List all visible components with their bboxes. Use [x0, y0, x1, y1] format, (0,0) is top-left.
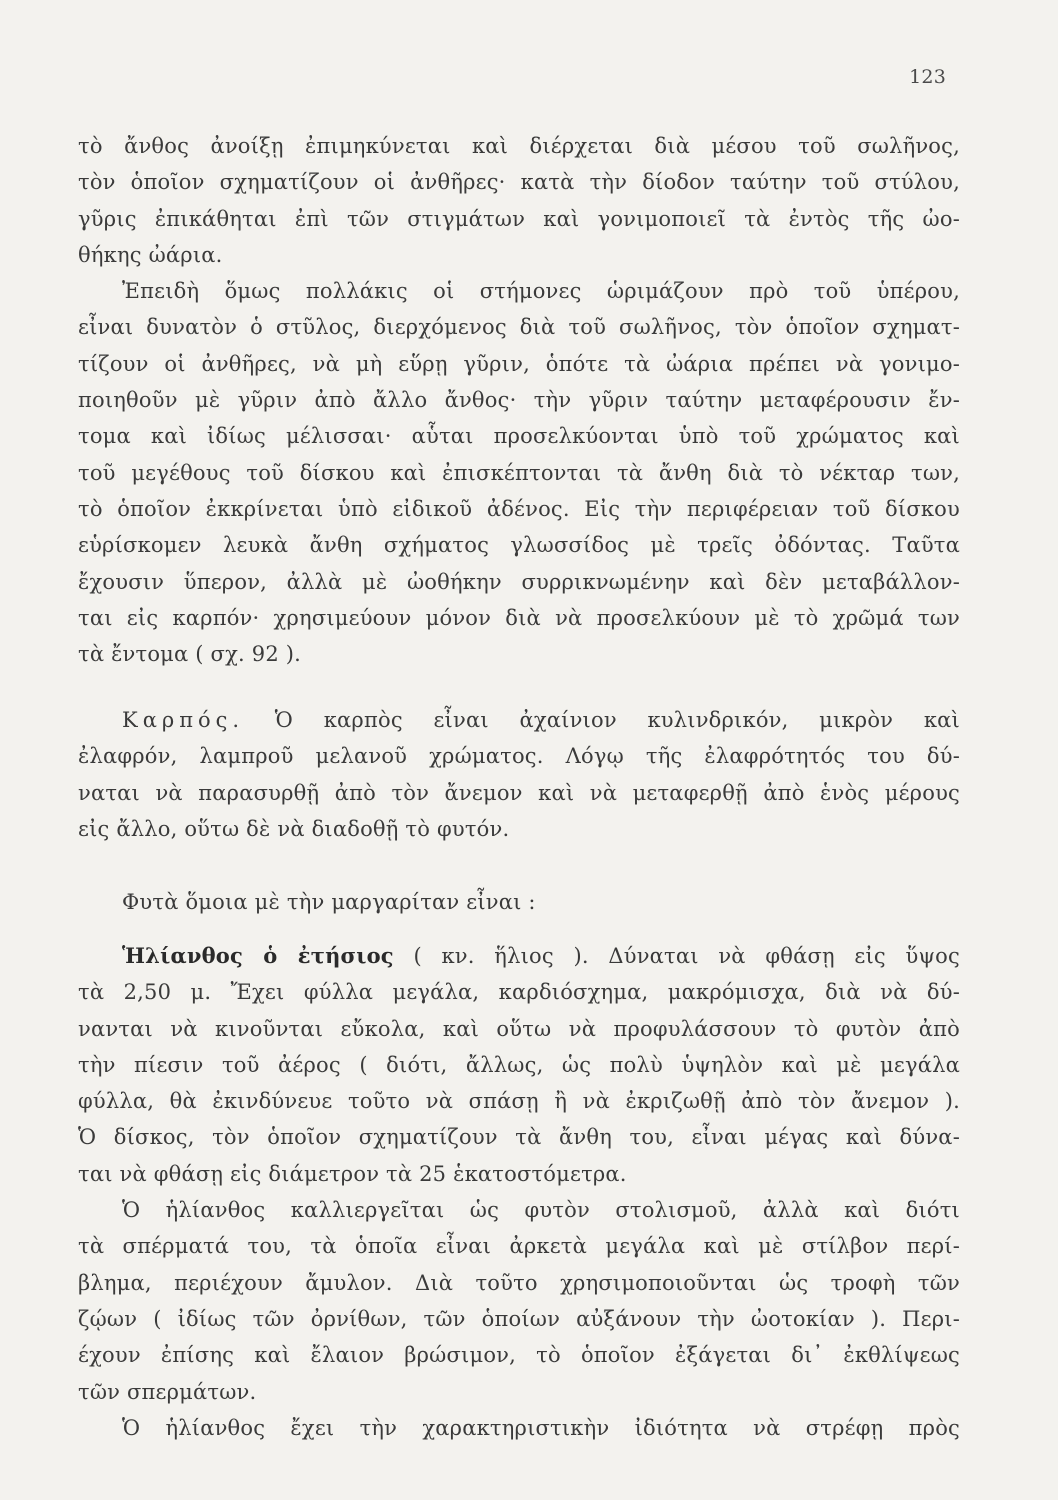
text-line: φύλλα, θὰ ἐκινδύνευε τοῦτο νὰ σπάσῃ ἢ νὰ ἐκριζωθῇ ἀπὸ τὸν ἄνεμον ).	[78, 1089, 960, 1114]
text-line: ζῴων ( ἰδίως τῶν ὀρνίθων, τῶν ὁποίων αὐξάνουν τὴν ὠοτοκίαν ). Περι-	[78, 1306, 960, 1331]
text-line: τὴν πίεσιν τοῦ ἀέρος ( διότι, ἄλλως, ὡς πολὺ ὑψηλὸν καὶ μὲ μεγάλα	[78, 1052, 960, 1077]
fruit-first-line: Ὁ καρπὸς εἶναι ἀχαίνιον κυλινδρικόν, μικρὸν καὶ	[274, 708, 960, 732]
sunflower-first-line: ( κν. ἥλιος ). Δύναται νὰ φθάσῃ εἰς ὕψος	[413, 944, 960, 968]
species-name-bold: Ἡλίανθος ὁ ἐτήσιος	[122, 943, 394, 968]
text-line: εὑρίσκομεν λευκὰ ἄνθη σχήματος γλωσσίδος μὲ τρεῖς ὀδόντας. Ταῦτα	[78, 533, 960, 558]
section-heading-fruit: Καρπός.	[122, 708, 245, 732]
text-line	[78, 702, 960, 738]
text-line: Ἐπειδὴ ὅμως πολλάκις οἱ στήμονες ὡριμάζουν πρὸ τοῦ ὑπέρου,	[122, 279, 960, 304]
text-line: τὰ 2,50 μ. Ἔχει φύλλα μεγάλα, καρδιόσχημα, μακρόμισχα, διὰ νὰ δύ-	[78, 980, 960, 1005]
text-line: Ὁ ἡλίανθος καλλιεργεῖται ὡς φυτὸν στολισμοῦ, ἀλλὰ καὶ διότι	[122, 1198, 960, 1223]
text-line: τῶν σπερμάτων.	[78, 1379, 257, 1404]
page-number: 123	[909, 66, 946, 88]
text-line: έχουν ἐπίσης καὶ ἔλαιον βρώσιμον, τὸ ὁποῖον ἐξάγεται δι᾿ ἐκθλίψεως	[78, 1343, 960, 1368]
text-line: ἐλαφρόν, λαμπροῦ μελανοῦ χρώματος. Λόγῳ τῆς ἐλαφρότητός του δύ-	[78, 744, 960, 769]
text-line: ἔχουσιν ὕπερον, ἀλλὰ μὲ ὠοθήκην συρρικνωμένην καὶ δὲν μεταβάλλον-	[78, 569, 960, 594]
text-line: Ὁ δίσκος, τὸν ὁποῖον σχηματίζουν τὰ ἄνθη του, εἶναι μέγας καὶ δύνα-	[78, 1125, 960, 1150]
paragraph-similar-plants	[78, 884, 960, 920]
text-line: τὸ ἄνθος ἀνοίξῃ ἐπιμηκύνεται καὶ διέρχεται διὰ μέσου τοῦ σωλῆνος,	[78, 134, 960, 158]
text-line: τομα καὶ ἰδίως μέλισσαι· αὗται προσελκύονται ὑπὸ τοῦ χρώματος καὶ	[78, 424, 960, 449]
text-line: ναται νὰ παρασυρθῇ ἀπὸ τὸν ἄνεμον καὶ νὰ μεταφερθῇ ἀπὸ ἑνὸς μέρους	[78, 780, 960, 805]
paragraph-fruit	[78, 702, 960, 847]
text-line: ποιηθοῦν μὲ γῦριν ἀπὸ ἄλλο ἄνθος· τὴν γῦριν ταύτην μεταφέρουσιν ἔν-	[78, 388, 960, 413]
text-line: Ὁ ἡλίανθος ἔχει τὴν χαρακτηριστικὴν ἰδιότητα νὰ στρέφῃ πρὸς	[122, 1415, 960, 1440]
text-line: εἶναι δυνατὸν ὁ στῦλος, διερχόμενος διὰ τοῦ σωλῆνος, τὸν ὁποῖον σχηματ-	[78, 315, 960, 340]
text-line: εἰς ἄλλο, οὕτω δὲ νὰ διαδοθῇ τὸ φυτόν.	[78, 816, 510, 841]
text-line	[78, 938, 960, 974]
text-line: γῦρις ἐπικάθηται ἐπὶ τῶν στιγμάτων καὶ γονιμοποιεῖ τὰ ἐντὸς τῆς ὠο-	[78, 206, 960, 231]
text-line: τὸν ὁποῖον σχηματίζουν οἱ ἀνθῆρες· κατὰ τὴν δίοδον ταύτην τοῦ στύλου,	[78, 170, 960, 195]
text-line: τίζουν οἱ ἀνθῆρες, νὰ μὴ εὕρῃ γῦριν, ὁπότε τὰ ὠάρια πρέπει νὰ γονιμο-	[78, 351, 960, 376]
text-line: τοῦ μεγέθους τοῦ δίσκου καὶ ἐπισκέπτονται τὰ ἄνθη διὰ τὸ νέκταρ των,	[78, 460, 960, 485]
text-line: θήκης ὠάρια.	[78, 242, 223, 267]
paragraph-pollination	[78, 128, 960, 672]
text-line: τὰ σπέρματά του, τὰ ὁποῖα εἶναι ἀρκετὰ μεγάλα καὶ μὲ στίλβον περί-	[78, 1234, 960, 1259]
text-line: τὸ ὁποῖον ἐκκρίνεται ὑπὸ εἰδικοῦ ἀδένος. Εἰς τὴν περιφέρειαν τοῦ δίσκου	[78, 496, 960, 521]
paragraph-sunflower	[78, 938, 960, 1446]
text-line: ται εἰς καρπόν· χρησιμεύουν μόνον διὰ νὰ προσελκύουν μὲ τὸ χρῶμά των	[78, 605, 960, 630]
text-line: βλημα, περιέχουν ἄμυλον. Διὰ τοῦτο χρησιμοποιοῦνται ὡς τροφὴ τῶν	[78, 1270, 960, 1295]
text-line: Φυτὰ ὅμοια μὲ τὴν μαργαρίταν εἶναι :	[122, 890, 536, 914]
text-line: τὰ ἔντομα ( σχ. 92 ).	[78, 642, 302, 667]
text-line: νανται νὰ κινοῦνται εὔκολα, καὶ οὕτω νὰ προφυλάσσουν τὸ φυτὸν ἀπὸ	[78, 1016, 960, 1041]
text-line: ται νὰ φθάσῃ εἰς διάμετρον τὰ 25 ἑκατοστόμετρα.	[78, 1161, 627, 1186]
